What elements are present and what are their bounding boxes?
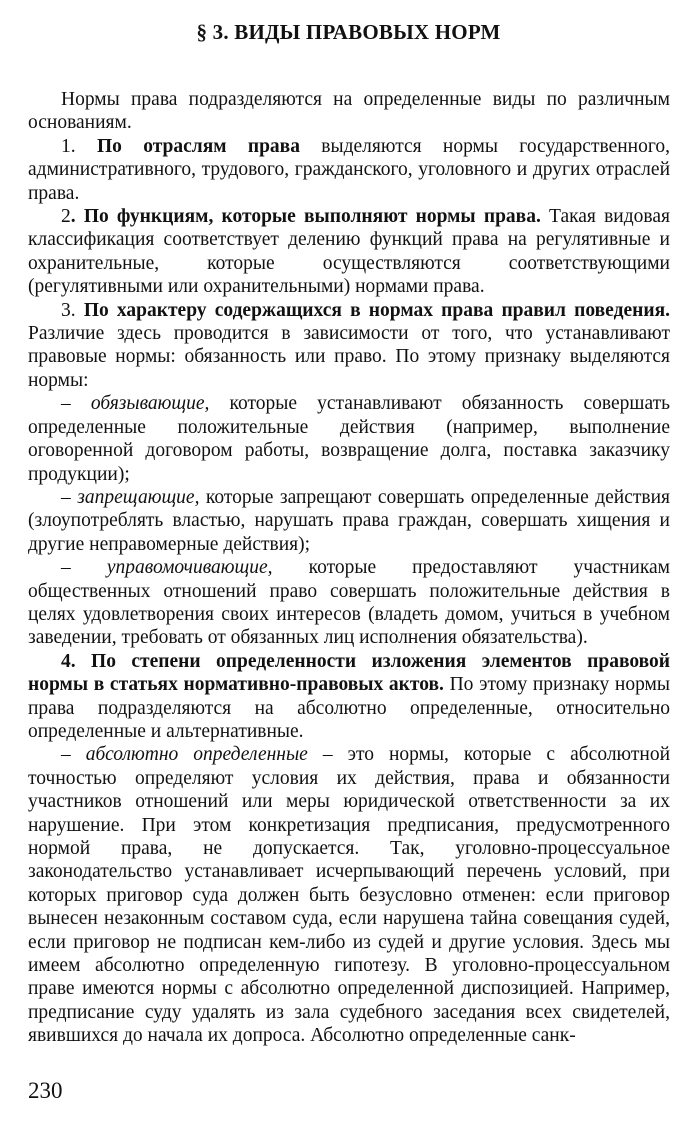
paragraph-text: выделяются нормы государственного, административного, трудового, гражданского, уголовного и других отраслей права. xyxy=(28,135,670,204)
item-number: 3. xyxy=(61,299,84,321)
list-dash: – xyxy=(61,557,107,579)
paragraph-text: Различие здесь проводится в зависимости от того, что устанавливают правовые нормы: обязанность или право. По этому признаку выделяются нормы: xyxy=(28,323,670,391)
list-dash: – xyxy=(61,744,86,766)
paragraph-text: По этому признаку нормы права подразделяются на абсолютно определенные, относительно определенные и альтернативные. xyxy=(28,674,670,742)
paragraph-by-rule-character xyxy=(28,299,670,393)
list-item-empowering xyxy=(28,556,670,650)
list-item-prohibiting xyxy=(28,486,670,556)
section-title: § 3. ВИДЫ ПРАВОВЫХ НОРМ xyxy=(196,20,501,44)
term-italic: запрещающие, xyxy=(77,486,200,508)
list-item-absolutely-defined xyxy=(28,743,670,1047)
paragraph-text: Нормы права подразделяются на определенные виды по различным основаниям. xyxy=(28,89,670,134)
term-italic: управомочивающие, xyxy=(106,557,273,579)
paragraph-by-branch xyxy=(28,135,670,205)
item-heading: 4. По степени определенности изложения элементов правовой нормы в статьях нормативно-правовых актов. xyxy=(28,650,670,696)
item-heading: . По функциям, которые выполняют нормы права. xyxy=(70,206,541,228)
list-dash: – xyxy=(61,486,78,508)
paragraph-intro xyxy=(28,88,670,135)
paragraph-by-function xyxy=(28,205,670,299)
item-number: 1. xyxy=(61,135,97,157)
paragraph-text: которые устанавливают обязанность совершать определенные положительные действия (например, выполнение оговоренной договором работы, возвращение долга, поставка заказчику продукции); xyxy=(28,393,671,485)
item-number: 2 xyxy=(61,206,71,228)
paragraph-text: которые предоставляют участникам общественных отношений право совершать положительные действия в целях удовлетворения своих интересов (владеть домом, учиться в учебном заведении, требовать от обязанных лиц исполнения обязательства). xyxy=(28,557,670,649)
paragraph-text: – это нормы, которые с абсолютной точностью определяют условия их действия, права и обязанности участников отношений или меры юридической ответственности за их нарушение. При этом конкретизация предписания, предусмотренного нормой права, не допускается. Так, уголовно-процессуальное законодательство устанавливает исчерпывающий перечень условий, при которых приговор суда должен быть безусловно отменен: если приговор вынесен незаконным составом суда, если нарушена тайна совещания судей, если приговор не подписан кем-либо из судей и другие условия. Здесь мы имеем абсолютно определенную гипотезу. В уголовно-процессуальном праве имеются нормы с абсолютно определенной диспозицией. Например, предписание суду удалять из зала судебного заседания всех свидетелей, явившихся до начала их допроса. Абсолютно определенные санк- xyxy=(28,744,671,1047)
item-heading: По характеру содержащихся в нормах права правил поведения. xyxy=(83,299,670,321)
page-number: 230 xyxy=(28,1078,63,1103)
item-heading: По отраслям права xyxy=(96,135,300,157)
section-body xyxy=(28,88,670,1048)
paragraph-by-certainty xyxy=(28,650,670,744)
term-italic: обязывающие, xyxy=(90,393,210,415)
term-italic: абсолютно определенные xyxy=(85,744,308,766)
list-dash: – xyxy=(61,393,91,415)
paragraph-text: Такая видовая классификация соответствует делению функций права на регулятивные и охранительные, которые осуществляются соответствующими (регулятивными или охранительными) нормами права. xyxy=(28,206,670,298)
paragraph-text: которые запрещают совершать определенные действия (злоупотреблять властью, нарушать права граждан, совершать хищения и другие неправомерные действия); xyxy=(28,486,670,555)
list-item-obligating xyxy=(28,392,670,486)
